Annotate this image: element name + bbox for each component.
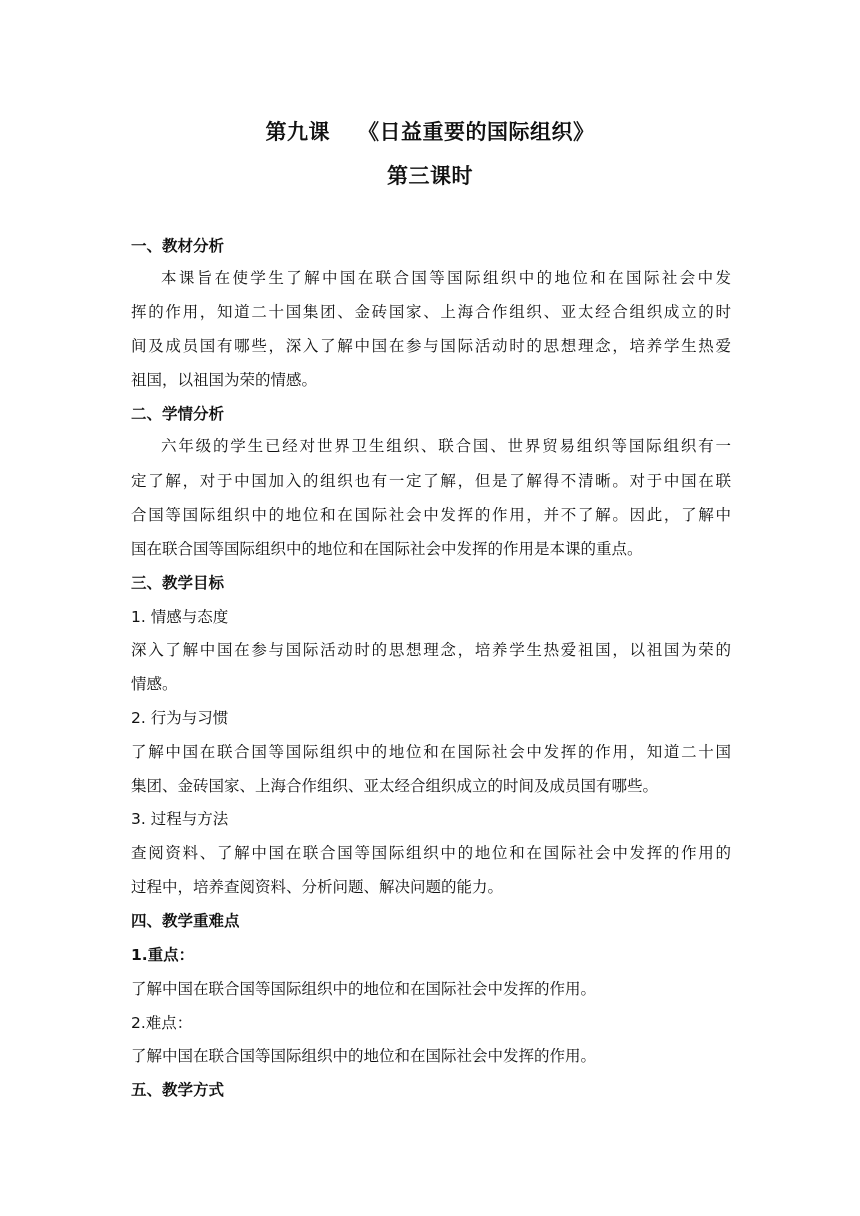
paragraph-line: 合国等国际组织中的地位和在国际社会中发挥的作用，并不了解。因此，了解中 xyxy=(131,506,731,524)
paragraph-line: 集团、金砖国家、上海合作组织、亚太经合组织成立的时间及成员国有哪些。 xyxy=(131,777,659,795)
key-point-label: 1.重点： xyxy=(131,946,195,964)
paragraph-line: 挥的作用，知道二十国集团、金砖国家、上海合作组织、亚太经合组织成立的时 xyxy=(131,303,731,321)
paragraph-line: 国在联合国等国际组织中的地位和在国际社会中发挥的作用是本课的重点。 xyxy=(131,540,643,558)
lesson-title-number: 第九课 xyxy=(265,120,330,144)
paragraph-line: 查阅资料、了解中国在联合国等国际组织中的地位和在国际社会中发挥的作用的 xyxy=(131,844,731,862)
paragraph-line: 间及成员国有哪些，深入了解中国在参与国际活动时的思想理念，培养学生热爱 xyxy=(131,337,731,355)
section-heading-teaching-method: 五、教学方式 xyxy=(131,1081,225,1099)
paragraph-line: 本课旨在使学生了解中国在联合国等国际组织中的地位和在国际社会中发 xyxy=(161,269,731,287)
section-heading-key-difficult-points: 四、教学重难点 xyxy=(131,912,240,930)
difficult-point-text: 了解中国在联合国等国际组织中的地位和在国际社会中发挥的作用。 xyxy=(131,1047,597,1065)
lesson-subtitle: 第三课时 xyxy=(387,164,473,188)
lesson-title xyxy=(0,116,860,146)
paragraph-line: 过程中，培养查阅资料、分析问题、解决问题的能力。 xyxy=(131,878,504,896)
paragraph-line: 祖国，以祖国为荣的情感。 xyxy=(131,371,318,389)
paragraph-line: 定了解，对于中国加入的组织也有一定了解，但是了解得不清晰。对于中国在联 xyxy=(131,472,731,490)
difficult-point-label: 2.难点： xyxy=(131,1014,193,1032)
goal-label: 2. 行为与习惯 xyxy=(131,709,229,727)
section-heading-teaching-goals: 三、教学目标 xyxy=(131,574,225,592)
paragraph-line: 情感。 xyxy=(131,675,178,693)
paragraph-line: 了解中国在联合国等国际组织中的地位和在国际社会中发挥的作用，知道二十国 xyxy=(131,743,731,761)
goal-label: 3. 过程与方法 xyxy=(131,810,229,828)
key-point-text: 了解中国在联合国等国际组织中的地位和在国际社会中发挥的作用。 xyxy=(131,980,597,998)
paragraph-line: 深入了解中国在参与国际活动时的思想理念，培养学生热爱祖国，以祖国为荣的 xyxy=(131,641,731,659)
section-heading-student-analysis: 二、学情分析 xyxy=(131,405,225,423)
lesson-title-name: 《日益重要的国际组织》 xyxy=(358,120,595,144)
goal-label: 1. 情感与态度 xyxy=(131,608,229,626)
section-heading-textbook-analysis: 一、教材分析 xyxy=(131,237,225,255)
paragraph-line: 六年级的学生已经对世界卫生组织、联合国、世界贸易组织等国际组织有一 xyxy=(161,437,731,455)
